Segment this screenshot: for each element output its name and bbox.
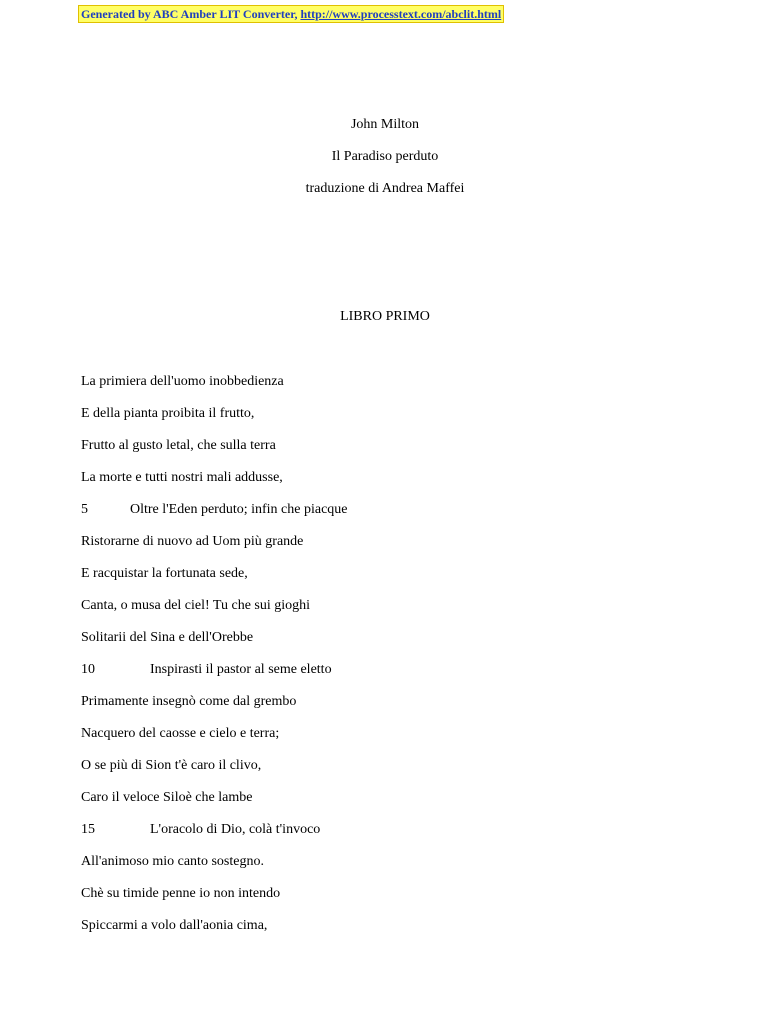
verse-text: La primiera dell'uomo inobbedienza bbox=[81, 374, 284, 389]
verse-line bbox=[81, 373, 284, 391]
verse-line bbox=[81, 405, 254, 423]
verse-line bbox=[81, 469, 283, 487]
verse-line bbox=[81, 597, 310, 615]
verse-text: Solitarii del Sina e dell'Orebbe bbox=[81, 630, 254, 645]
verse-text: O se più di Sion t'è caro il clivo, bbox=[81, 758, 262, 773]
verse-text: Spiccarmi a volo dall'aonia cima, bbox=[81, 918, 268, 933]
verse-text: Primamente insegnò come dal grembo bbox=[81, 694, 297, 709]
verse-line bbox=[81, 885, 280, 903]
verse-line bbox=[81, 437, 276, 455]
verse-line bbox=[81, 693, 296, 711]
verse-line bbox=[81, 501, 348, 519]
verse-line bbox=[81, 661, 332, 679]
verse-line bbox=[81, 917, 267, 935]
verse-text: Nacquero del caosse e cielo e terra; bbox=[81, 726, 280, 741]
converter-banner bbox=[78, 5, 504, 23]
verse-line bbox=[81, 725, 279, 743]
banner-link[interactable]: http://www.processtext.com/abclit.html bbox=[300, 7, 502, 21]
verse-line bbox=[81, 533, 303, 551]
verse-line bbox=[81, 789, 252, 807]
verse-line bbox=[81, 629, 253, 647]
line-number: 10 bbox=[81, 662, 95, 677]
verse-line bbox=[81, 757, 261, 775]
verse-text: La morte e tutti nostri mali addusse, bbox=[81, 470, 283, 485]
verse-text: Ristorarne di nuovo ad Uom più grande bbox=[81, 534, 304, 549]
verse-line bbox=[81, 821, 320, 839]
verse-text: L'oracolo di Dio, colà t'invoco bbox=[150, 822, 321, 837]
verse-text: E della pianta proibita il frutto, bbox=[81, 406, 255, 421]
verse-text: E racquistar la fortunata sede, bbox=[81, 566, 248, 581]
verse-text: Chè su timide penne io non intendo bbox=[81, 886, 281, 901]
verse-line bbox=[81, 565, 248, 583]
translator-credit: traduzione di Andrea Maffei bbox=[305, 181, 465, 196]
verse-text: Canta, o musa del ciel! Tu che sui gioghi bbox=[81, 598, 311, 613]
verse-text: Inspirasti il pastor al seme eletto bbox=[150, 662, 332, 677]
verse-text: All'animoso mio canto sostegno. bbox=[81, 854, 264, 869]
line-number: 15 bbox=[81, 822, 95, 837]
verse-text: Caro il veloce Siloè che lambe bbox=[81, 790, 253, 805]
line-number: 5 bbox=[81, 502, 88, 517]
banner-text: Generated by ABC Amber LIT Converter, bbox=[81, 7, 301, 21]
verse-text: Oltre l'Eden perduto; infin che piacque bbox=[130, 502, 348, 517]
verse-line bbox=[81, 853, 264, 871]
verse-text: Frutto al gusto letal, che sulla terra bbox=[81, 438, 276, 453]
author-name: John Milton bbox=[350, 117, 420, 132]
section-heading: LIBRO PRIMO bbox=[340, 309, 430, 324]
book-title: Il Paradiso perduto bbox=[331, 149, 439, 164]
